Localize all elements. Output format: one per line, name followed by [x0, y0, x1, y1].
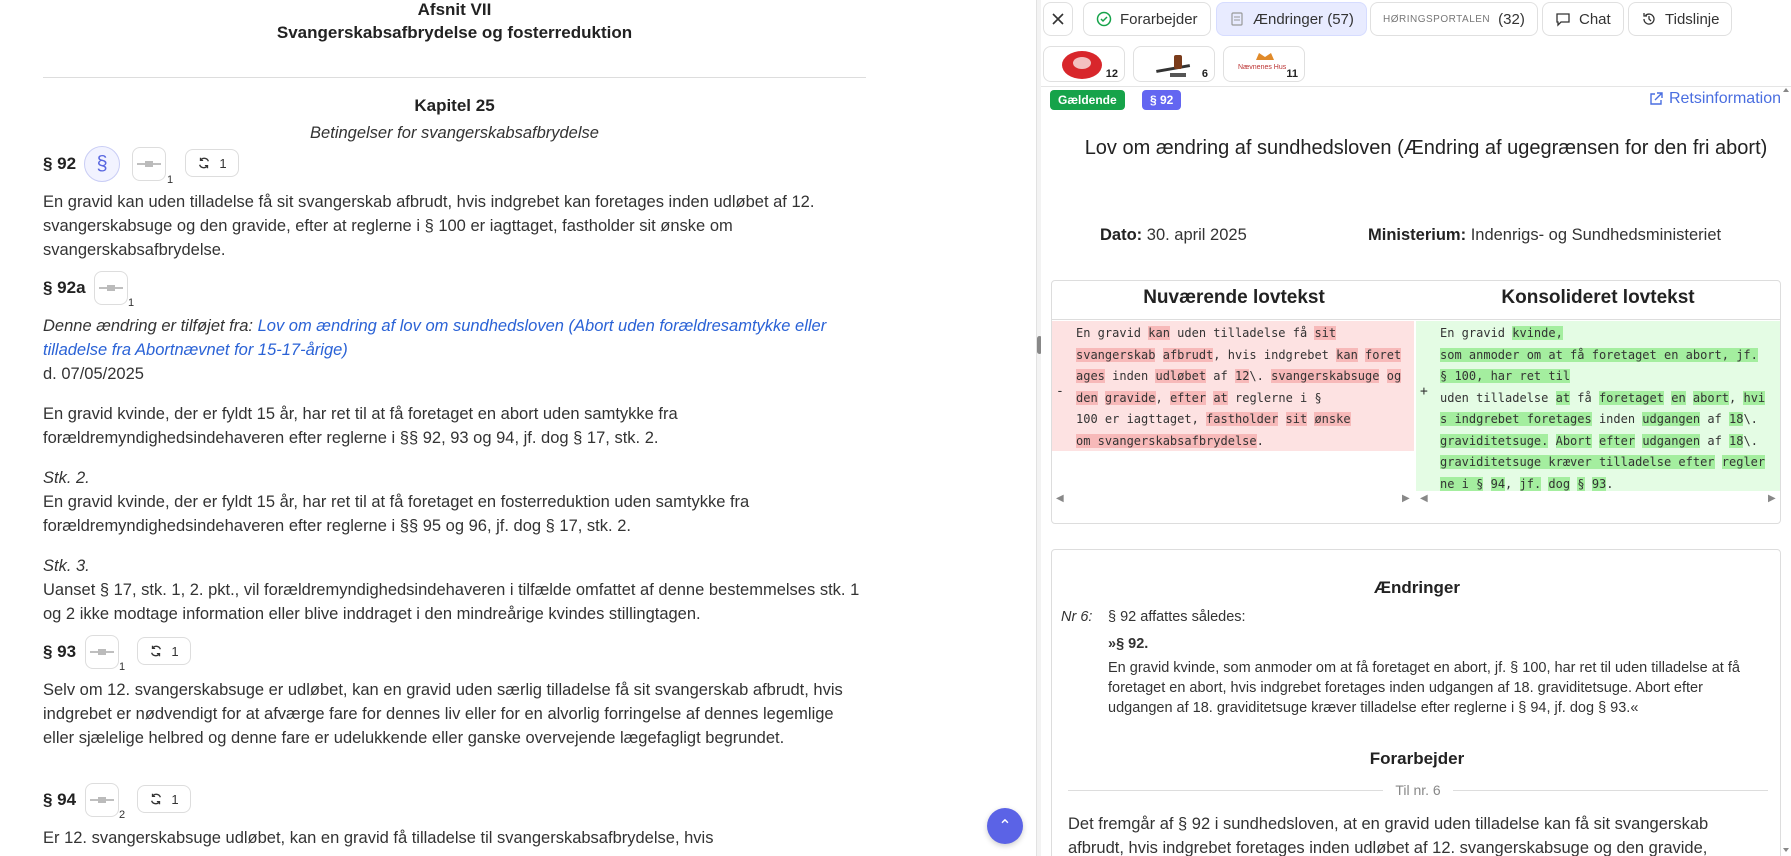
retsinformation-label: Retsinformation	[1668, 90, 1781, 107]
gavel-count: 1	[128, 297, 135, 309]
logo-count: 11	[1286, 68, 1298, 80]
status-badge: Gældende	[1050, 90, 1125, 110]
ministry-value: Indenrigs- og Sundhedsministeriet	[1470, 226, 1722, 244]
sync-chip-94[interactable]	[137, 785, 191, 813]
paragraph-text-93: Selv om 12. svangerskabsuge er udløbet, kan en gravid uden særlig tilladelse få sit svangerskab afbrudt, hvis indgrebet er nødvendigt for at afværge fare for dennes liv eller for en alvorlig forringelse af dennes legemlige eller sjælelige helbred og denne fare er udelukkende eller ganske overvejende lægefagligt begrundet.	[43, 681, 843, 747]
logo-count: 6	[1201, 68, 1208, 80]
chat-button[interactable]	[1542, 2, 1624, 36]
sync-count: 1	[219, 155, 227, 171]
forarbejder-title: Forarbejder	[1369, 749, 1465, 768]
sync-count: 1	[171, 643, 179, 659]
stk-text: Uanset § 17, stk. 1, 2. pkt., vil forældremyndighedsindehaveren i tilfælde omfattet af denne bestemmelses stk. 1 og 2 ikke modtage information eller blive inddraget i den mindreårige kvindes stillingtagen.	[43, 581, 860, 623]
right-scroll-left-arrow[interactable]: ◀	[1420, 493, 1428, 504]
retsinformation-link[interactable]	[1649, 90, 1781, 108]
stk-label: Stk. 2.	[43, 469, 90, 487]
scroll-to-top-button[interactable]	[987, 808, 1023, 844]
left-scroll-left-arrow[interactable]: ◀	[1056, 493, 1064, 504]
detail-pane	[1041, 0, 1791, 856]
gavel-chip-93[interactable]	[85, 635, 119, 669]
gavel-icon	[98, 283, 124, 293]
law-title: Lov om ændring af sundhedsloven (Ændring af ugegrænsen for den fri abort)	[1084, 137, 1768, 159]
folketinget-logo-chip[interactable]	[1043, 46, 1125, 82]
quote-body: En gravid kvinde, som anmoder om at få foretaget en abort, jf. § 100, har ret til uden tilladelse at få foretaget en abort, hvis indgrebet foretages inden udgangen af 18. graviditetsuge. Abort efter udgangen af 18. graviditetsuge kræver tilladelse efter reglerne i § 94, jf. dog § 93.«	[1108, 660, 1740, 716]
gavel-count: 2	[119, 809, 126, 821]
tidslinje-label: Tidslinje	[1665, 10, 1720, 28]
sync-count: 1	[171, 791, 179, 807]
paragraph-label-92a: § 92a	[43, 278, 86, 297]
paragraph-badge: § 92	[1142, 90, 1181, 110]
paragraph-label-92: § 92	[43, 154, 77, 173]
gavel-count: 1	[167, 174, 174, 186]
date-meta	[1100, 226, 1247, 245]
naevnenes-hus-logo: Nævnenes Hus	[1238, 64, 1287, 71]
date-value: 30. april 2025	[1146, 226, 1247, 244]
logo-count: 12	[1105, 68, 1118, 80]
divider	[43, 77, 866, 78]
added-date: d. 07/05/2025	[43, 365, 144, 383]
added-from-note	[43, 314, 866, 362]
close-button[interactable]	[1043, 2, 1073, 36]
paragraph-text-92: En gravid kan uden tilladelse få sit svangerskab afbrudt, hvis indgrebet kan foretages inden udløbet af 12. svangerskabsuge og den gravide, efter at reglerne i § 100 er iagttaget, fastholder sit ønske om svangerskabsafbrydelse.	[43, 193, 815, 259]
sync-chip-93[interactable]	[137, 637, 191, 665]
diff-header-divider	[1052, 319, 1780, 320]
til-nr-divider	[1068, 782, 1768, 798]
horingsportalen-logo: HØRINGSPORTALEN	[1383, 13, 1491, 25]
gavel-icon	[136, 159, 162, 169]
toolbar-divider	[1041, 86, 1791, 87]
history-icon	[1641, 11, 1657, 27]
aendringer-tab[interactable]	[1216, 2, 1367, 36]
gavel-count: 1	[119, 661, 126, 673]
change-instruction: § 92 affattes således:	[1108, 609, 1246, 625]
diff-left-header: Nuværende lovtekst	[1143, 287, 1325, 308]
section-icon-button[interactable]	[84, 146, 120, 182]
added-prefix: Denne ændring er tilføjet fra:	[43, 317, 254, 335]
changes-title: Ændringer	[1374, 578, 1460, 597]
forarbejder-text: Det fremgår af § 92 i sundhedsloven, at en gravid uden tilladelse kan få sit svangerskab afbrudt, hvis indgrebet foretages inden udløbet af 12. svangerskabsuge og den gravide,	[1068, 815, 1709, 856]
ministry-label: Ministerium:	[1368, 226, 1467, 244]
sync-icon	[149, 792, 163, 806]
forarbejder-label: Forarbejder	[1120, 10, 1198, 28]
added-sign: +	[1420, 384, 1428, 399]
chapter-subtitle: Betingelser for svangerskabsafbrydelse	[310, 124, 599, 142]
gavel-chip-92[interactable]	[132, 147, 166, 181]
red-seal-logo-icon	[1060, 50, 1104, 80]
crown-logo-icon	[1254, 50, 1276, 62]
gavel-chip-94[interactable]	[85, 783, 119, 817]
chapter-heading: Kapitel 25	[414, 96, 495, 115]
til-nr-label: Til nr. 6	[1395, 782, 1441, 798]
chat-icon	[1555, 11, 1571, 27]
aendringer-label: Ændringer (57)	[1253, 10, 1354, 28]
changes-card	[1051, 549, 1781, 856]
domstol-logo-chip[interactable]	[1133, 46, 1215, 82]
amendment-link[interactable]: Lov om ændring af lov om sundhedsloven (Abort uden forældresamtykke eller tilladelse fra Abortnævnet for 15-17-årige)	[43, 317, 827, 359]
gavel-chip-92a[interactable]	[94, 271, 128, 305]
naevnenes-hus-logo-chip[interactable]	[1223, 46, 1305, 82]
chat-label: Chat	[1579, 10, 1611, 28]
date-label: Dato:	[1100, 226, 1143, 244]
paragraph-label-93: § 93	[43, 642, 77, 661]
chevron-up-icon: ⌃	[998, 818, 1012, 835]
section-icon: §	[96, 152, 108, 175]
removed-sign: -	[1056, 384, 1064, 399]
change-number: Nr 6:	[1061, 609, 1093, 625]
quote-heading: »§ 92.	[1108, 636, 1149, 652]
ministry-meta	[1368, 226, 1721, 245]
removed-text: En gravid kan uden tilladelse få sit svangerskab afbrudt, hvis indgrebet kan foret ages inden udløbet af 12\. svangerskabsuge og den gravide, efter at reglerne i § 100 er iagttaget, fastholder sit ønske om svangerskabsafbrydelse.	[1076, 326, 1402, 448]
gavel-logo-icon	[1148, 51, 1198, 79]
external-link-icon	[1649, 92, 1663, 106]
diff-removed-column	[1052, 321, 1414, 451]
forarbejder-button[interactable]	[1083, 2, 1211, 36]
horingsportalen-button[interactable]	[1370, 2, 1538, 36]
right-scrollbar[interactable]	[1781, 86, 1791, 856]
stk-label: Stk. 3.	[43, 557, 90, 575]
section-title: Svangerskabsafbrydelse og fosterreduktion	[276, 23, 633, 42]
sync-icon	[149, 644, 163, 658]
section-heading: Afsnit VII	[417, 0, 492, 19]
diff-viewer	[1051, 280, 1781, 524]
document-icon	[1229, 11, 1245, 27]
added-text: En gravid kvinde, som anmoder om at få foretaget en abort, jf. § 100, har ret til uden tilladelse at få foretaget en abort, hvi s indgrebet foretages inden udgangen af 18\. graviditetsuge. Abort efter udgangen af 18\. graviditetsuge kræver tilladelse efter regler ne i § 94, jf. dog § 93.	[1440, 326, 1766, 491]
right-scroll-right-arrow[interactable]: ▶	[1768, 493, 1776, 504]
check-circle-icon	[1096, 11, 1112, 27]
stk-text: En gravid kvinde, der er fyldt 15 år, har ret til at få foretaget en fosterreduktion uden samtykke fra forældremyndighedsindehaveren efter reglerne i §§ 95 og 96, jf. dog § 17, stk. 2.	[43, 493, 750, 535]
diff-right-header: Konsolideret lovtekst	[1501, 287, 1695, 308]
diff-added-column	[1416, 321, 1780, 491]
paragraph-label-94: § 94	[43, 790, 77, 809]
horing-count: (32)	[1498, 10, 1525, 28]
sync-chip-92[interactable]	[185, 149, 239, 177]
paragraph-text-92a: En gravid kvinde, der er fyldt 15 år, har ret til at få foretaget en abort uden samtykke fra forældremyndighedsindehaveren efter reglerne i §§ 92, 93 og 94, jf. dog § 17, stk. 2.	[43, 405, 678, 447]
gavel-icon	[89, 795, 115, 805]
close-icon	[1050, 11, 1066, 27]
paragraph-text-94: Er 12. svangerskabsuge udløbet, kan en gravid få tilladelse til svangerskabsafbrydelse, hvis	[43, 829, 714, 847]
left-scroll-right-arrow[interactable]: ▶	[1402, 493, 1410, 504]
sync-icon	[197, 156, 211, 170]
gavel-icon	[89, 647, 115, 657]
tidslinje-button[interactable]	[1628, 2, 1732, 36]
